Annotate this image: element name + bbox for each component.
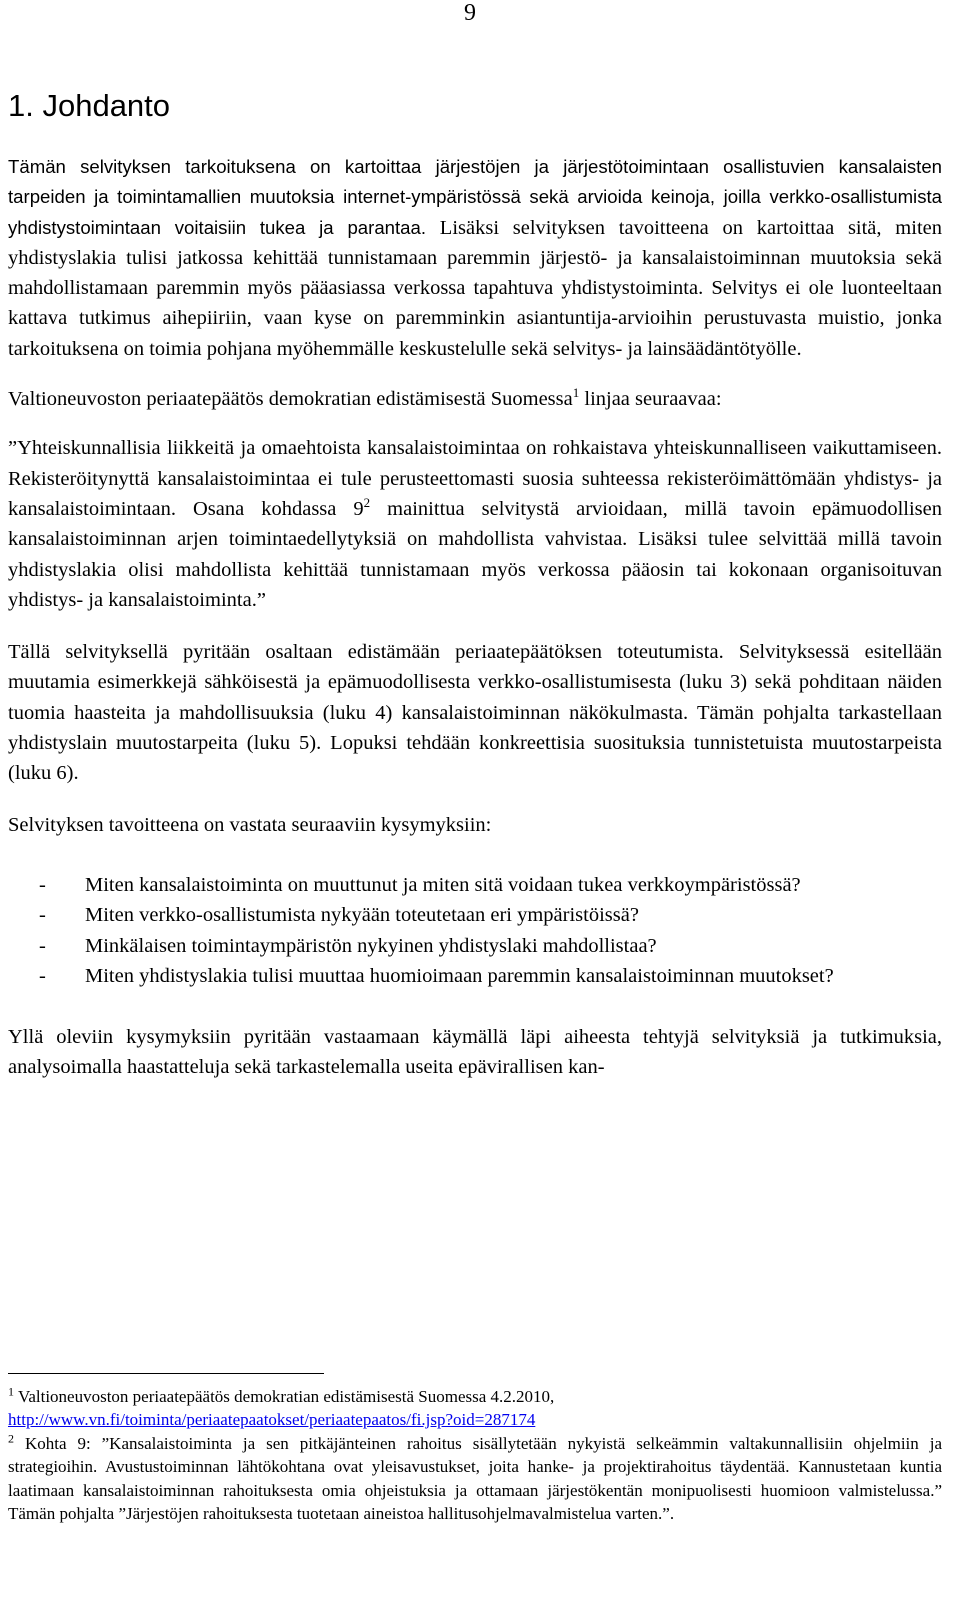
intro-paragraph-serif-part: Lisäksi selvityksen tavoitteena on kartoittaa sitä, miten yhdistyslakia tulisi jatkossa kehittää tunnistamaan paremmin järjestö- ja kansalaistoiminnan muutoksia sekä mahdollistamaan paremmin myös pääasiassa verkossa tapahtuva yhdistystoiminta. Selvitys ei ole luonteeltaan kattava tutkimus aihepiiriin, vaan kyse on paremminkin asiantuntija-arvioihin perustuvasta muistio, jonka tarkoituksena on toimia pohjana myöhemmälle keskustelulle sekä selvitys- ja lainsäädäntötyölle. [8, 216, 942, 360]
footnote-2 [8, 1432, 942, 1526]
quotation-text-end: mainittua selvitystä arvioidaan, millä tavoin epämuodollisen kansalaistoiminnan arjen toimintaedellytyksiä on mahdollista vahvistaa. Lisäksi tulee selvittää millä tavoin yhdistyslakia olisi mahdollista kehittää tunnistamaan myös verkossa pääosin tai kokonaan organisoituvan yhdistys- ja kansalaistoiminta.” [8, 497, 942, 611]
questions-intro: Selvityksen tavoitteena on vastata seuraaviin kysymyksiin: [8, 813, 492, 836]
page-number: 9 [464, 0, 476, 26]
footnote-1 [8, 1385, 942, 1432]
intro-paragraph-sans-part: Tämän selvityksen tarkoituksena on kartoittaa järjestöjen ja järjestötoimintaan osallistuvien kansalaisten tarpeiden ja toimintamallien muutoksia internet-ympäristössä sekä arvioida keinoja, joilla verkko-osallistumista yhdistystoimintaan voitaisiin tukea ja parantaa. [8, 156, 942, 238]
question-list [8, 870, 942, 991]
footnote-2-mark: 2 [8, 1431, 14, 1446]
goal-paragraph: Tällä selvityksellä pyritään osaltaan edistämään periaatepäätöksen toteutumista. Selvityksessä esitellään muutamia esimerkkejä sähköisestä ja epämuodollisesta verkko-osallistumisesta (luku 3) sekä pohditaan näiden tuomia haasteita ja mahdollisuuksia (luku 4) kansalaistoiminnan näkökulmasta. Tämän pohjalta tarkastellaan yhdistyslain muutostarpeita (luku 5). Lopuksi tehdään konkreettisia suosituksia tunnistetuista muutostarpeista (luku 6). [8, 641, 942, 785]
list-dash: - [39, 904, 46, 927]
list-item [8, 900, 942, 930]
list-item [8, 961, 942, 991]
question-text: Miten yhdistyslakia tulisi muuttaa huomioimaan paremmin kansalaistoiminnan muutokset? [85, 964, 834, 987]
list-dash: - [39, 873, 46, 896]
decision-intro-paragraph [8, 384, 942, 414]
method-paragraph: Yllä oleviin kysymyksiin pyritään vastaamaan käymällä läpi aiheesta tehtyjä selvityksiä ja tutkimuksia, analysoimalla haastatteluja sekä tarkastelemalla useita epävirallisen kan- [8, 1026, 942, 1079]
list-item [8, 870, 942, 900]
question-text: Miten kansalaistoiminta on muuttunut ja miten sitä voidaan tukea verkkoympäristössä? [85, 873, 801, 896]
body-text [8, 152, 942, 1083]
quotation-text-start: ”Yhteiskunnallisia liikkeitä ja omaehtoista kansalaistoimintaa on rohkaistava yhteiskunnalliseen vaikuttamiseen. Rekisteröitynyttä kansalaistoimintaa ei tule perusteettomasti suosia suhteessa rekisteröimättömään yhdistys- ja kansalaistoimintaan. Osana kohdassa 9 [8, 437, 942, 520]
footnote-2-text: Kohta 9: ”Kansalaistoiminta ja sen pitkäjänteinen rahoitus sisällytetään nykyistä selkeämmin valtakunnallisiin ohjelmiin ja strategioihin. Avustustoiminnan lähtökohtana ovat yleisavustukset, joita hanke- ja projektirahoitus täydentää. Kannustetaan kuntia laatimaan kansalaistoiminnan rahoituksesta omia ohjeistuksia ja ottamaan järjestökentän monipuolisesti huomioon valmistelussa.” Tämän pohjalta ”Järjestöjen rahoituksesta tuotetaan aineistoa hallitusohjelmavalmistelua varten.”. [8, 1433, 942, 1524]
footnote-separator [8, 1373, 324, 1374]
footnote-1-mark: 1 [8, 1384, 14, 1399]
footnote-1-link[interactable]: http://www.vn.fi/toiminta/periaatepaatokset/periaatepaatos/fi.jsp?oid=287174 [8, 1410, 536, 1430]
chapter-heading: 1. Johdanto [8, 88, 171, 123]
list-dash: - [39, 934, 46, 957]
question-text: Minkälaisen toimintaympäristön nykyinen yhdistyslaki mahdollistaa? [85, 934, 657, 957]
footnote-1-text: Valtioneuvoston periaatepäätös demokratian edistämisestä Suomessa 4.2.2010, [14, 1387, 555, 1406]
footnote-ref-2[interactable]: 2 [363, 495, 371, 511]
intro-paragraph [8, 152, 942, 364]
decision-intro-text: Valtioneuvoston periaatepäätös demokratian edistämisestä Suomessa [8, 388, 573, 411]
footnote-ref-1[interactable]: 1 [572, 385, 580, 401]
decision-intro-tail: linjaa seuraavaa: [579, 388, 722, 411]
quotation-paragraph [8, 433, 942, 615]
question-text: Miten verkko-osallistumista nykyään toteutetaan eri ympäristöissä? [85, 904, 639, 927]
list-item [8, 931, 942, 961]
footnotes [8, 1385, 942, 1525]
list-dash: - [39, 964, 46, 987]
